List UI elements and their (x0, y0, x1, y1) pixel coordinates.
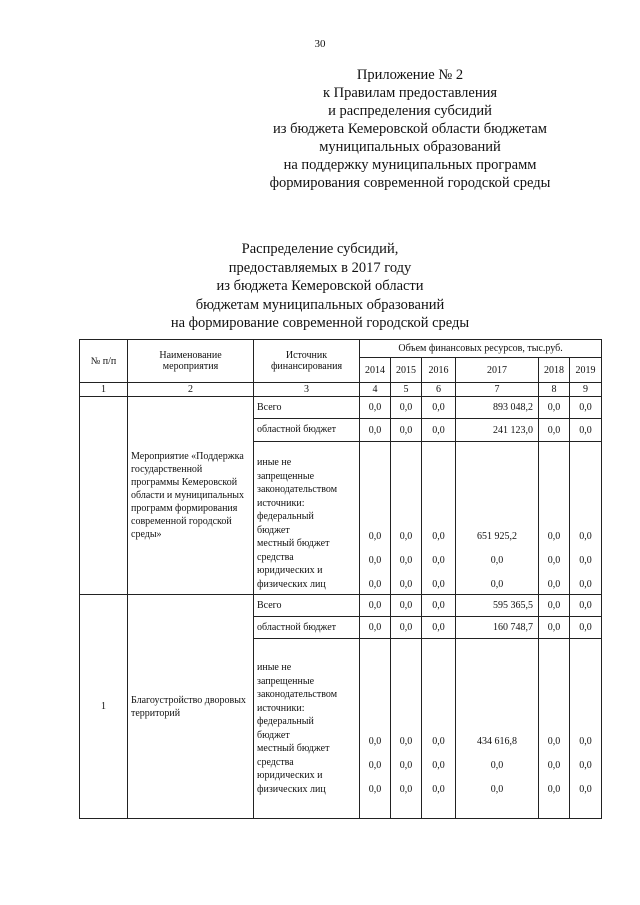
value-cell: 595 365,5 (456, 595, 539, 617)
source-line: законодательством (257, 484, 338, 495)
source-line: юридических и (257, 565, 323, 576)
header-year: 2017 (456, 358, 539, 383)
source-line: федеральный (257, 511, 314, 522)
value-federal: 651 925,2 (477, 531, 517, 542)
value-legal: 0,0 (432, 784, 445, 795)
appendix-line: и распределения субсидий (328, 103, 492, 119)
value-federal: 0,0 (399, 736, 413, 747)
source-line: местный бюджет (257, 743, 330, 754)
page-number: 30 (314, 38, 326, 50)
value-cell: 0,0 (391, 397, 422, 419)
source-regional: областной бюджет (254, 419, 360, 442)
value-federal: 0,0 (579, 531, 592, 542)
value-local: 0,0 (490, 555, 504, 566)
value-stack (539, 442, 570, 595)
value-local: 0,0 (432, 555, 445, 566)
col-number: 4 (360, 383, 391, 397)
subsidy-table (79, 339, 602, 819)
value-cell: 0,0 (539, 595, 570, 617)
value-stack (539, 639, 570, 819)
value-stack (570, 442, 602, 595)
value-legal: 0,0 (368, 784, 382, 795)
source-line: источники: (257, 497, 305, 509)
value-cell: 0,0 (391, 617, 422, 639)
source-line: запрещенные (257, 470, 315, 482)
appendix-line: Приложение № 2 (356, 67, 464, 83)
source-regional: областной бюджет (254, 617, 360, 639)
value-federal: 0,0 (579, 736, 592, 747)
source-line: источники: (257, 702, 305, 714)
appendix-line: к Правилам предоставления (322, 85, 498, 101)
source-line: бюджет (257, 729, 290, 741)
header-year: 2014 (360, 358, 391, 383)
value-federal: 434 616,8 (477, 736, 517, 747)
value-stack (360, 639, 391, 819)
value-local: 0,0 (490, 760, 504, 771)
value-local: 0,0 (399, 555, 413, 566)
table-row (80, 397, 602, 419)
source-line: средства (257, 551, 294, 563)
header-year: 2016 (422, 358, 456, 383)
value-cell: 0,0 (539, 397, 570, 419)
value-federal: 0,0 (432, 736, 445, 747)
appendix-line: из бюджета Кемеровской области бюджетам (273, 121, 547, 137)
row-name: Мероприятие «Поддержка государственной программы Кемеровской области и муниципальных программ формирования современной городской среды» (128, 397, 254, 595)
value-local: 0,0 (399, 760, 413, 771)
appendix-line: муниципальных образований (319, 139, 501, 155)
value-cell: 0,0 (570, 397, 602, 419)
value-cell: 893 048,2 (456, 397, 539, 419)
value-cell: 241 123,0 (456, 419, 539, 442)
source-line: физических лиц (257, 783, 326, 795)
source-line: средства (257, 756, 294, 768)
value-federal: 0,0 (432, 531, 445, 542)
header-name: Наименование мероприятия (128, 340, 254, 383)
source-total: Всего (254, 397, 360, 419)
source-total: Всего (254, 595, 360, 617)
value-cell: 0,0 (360, 617, 391, 639)
value-local: 0,0 (368, 555, 382, 566)
col-number: 2 (128, 383, 254, 397)
title-line: Распределение субсидий, (241, 241, 399, 257)
value-stack (422, 639, 456, 819)
source-line: запрещенные (257, 675, 315, 687)
title-line: из бюджета Кемеровской области (216, 278, 424, 294)
value-legal: 0,0 (490, 579, 504, 590)
value-legal: 0,0 (547, 784, 561, 795)
table-row (80, 595, 602, 617)
header-year: 2019 (570, 358, 602, 383)
header-year: 2018 (539, 358, 570, 383)
title-line: бюджетам муниципальных образований (195, 296, 445, 313)
value-cell: 0,0 (539, 617, 570, 639)
value-cell: 0,0 (570, 595, 602, 617)
col-number: 9 (570, 383, 602, 397)
value-legal: 0,0 (579, 579, 592, 590)
value-cell: 0,0 (360, 595, 391, 617)
col-number: 1 (80, 383, 128, 397)
source-line: физических лиц (257, 578, 326, 590)
value-cell: 0,0 (360, 397, 391, 419)
appendix-header (250, 66, 570, 192)
value-local: 0,0 (579, 760, 592, 771)
value-stack (391, 639, 422, 819)
header-year: 2015 (391, 358, 422, 383)
value-legal: 0,0 (547, 579, 561, 590)
source-other (254, 639, 360, 819)
value-cell: 0,0 (422, 419, 456, 442)
source-line: юридических и (257, 770, 323, 781)
header-num: № п/п (80, 340, 128, 383)
row-num: 1 (80, 595, 128, 819)
value-legal: 0,0 (432, 579, 445, 590)
source-line: федеральный (257, 716, 314, 727)
value-cell: 0,0 (422, 595, 456, 617)
value-cell: 0,0 (391, 595, 422, 617)
value-cell: 0,0 (422, 397, 456, 419)
value-cell: 0,0 (570, 617, 602, 639)
col-number: 8 (539, 383, 570, 397)
row-name: Благоустройство дворовых территорий (128, 595, 254, 819)
value-local: 0,0 (432, 760, 445, 771)
appendix-line: формирования современной городской среды (269, 175, 551, 191)
source-line: иные не (257, 457, 292, 468)
value-stack (456, 442, 539, 595)
value-stack (360, 442, 391, 595)
value-local: 0,0 (547, 760, 561, 771)
col-number: 6 (422, 383, 456, 397)
col-number: 3 (254, 383, 360, 397)
value-cell: 160 748,7 (456, 617, 539, 639)
row-num (80, 397, 128, 595)
value-stack (422, 442, 456, 595)
document-title (80, 240, 560, 333)
value-local: 0,0 (368, 760, 382, 771)
value-federal: 0,0 (368, 531, 382, 542)
col-number: 5 (391, 383, 422, 397)
value-cell: 0,0 (391, 419, 422, 442)
source-line: бюджет (257, 524, 290, 536)
value-legal: 0,0 (490, 784, 504, 795)
value-legal: 0,0 (579, 784, 592, 795)
value-cell: 0,0 (360, 419, 391, 442)
title-line: предоставляемых в 2017 году (228, 259, 412, 276)
value-cell: 0,0 (422, 617, 456, 639)
value-local: 0,0 (579, 555, 592, 566)
value-local: 0,0 (547, 555, 561, 566)
source-line: законодательством (257, 689, 338, 700)
header-source: Источник финансирования (254, 340, 360, 383)
value-legal: 0,0 (368, 579, 382, 590)
value-cell: 0,0 (570, 419, 602, 442)
source-line: местный бюджет (257, 538, 330, 549)
value-cell: 0,0 (539, 419, 570, 442)
col-number: 7 (456, 383, 539, 397)
title-line: на формирование современной городской среды (170, 315, 470, 331)
value-legal: 0,0 (399, 784, 413, 795)
value-stack (570, 639, 602, 819)
source-line: иные не (257, 662, 292, 673)
value-federal: 0,0 (547, 736, 561, 747)
value-federal: 0,0 (368, 736, 382, 747)
appendix-line: на поддержку муниципальных программ (283, 157, 537, 173)
value-federal: 0,0 (547, 531, 561, 542)
header-volume: Объем финансовых ресурсов, тыс.руб. (360, 340, 602, 358)
value-legal: 0,0 (399, 579, 413, 590)
source-other (254, 442, 360, 595)
value-stack (391, 442, 422, 595)
value-stack (456, 639, 539, 819)
value-federal: 0,0 (399, 531, 413, 542)
